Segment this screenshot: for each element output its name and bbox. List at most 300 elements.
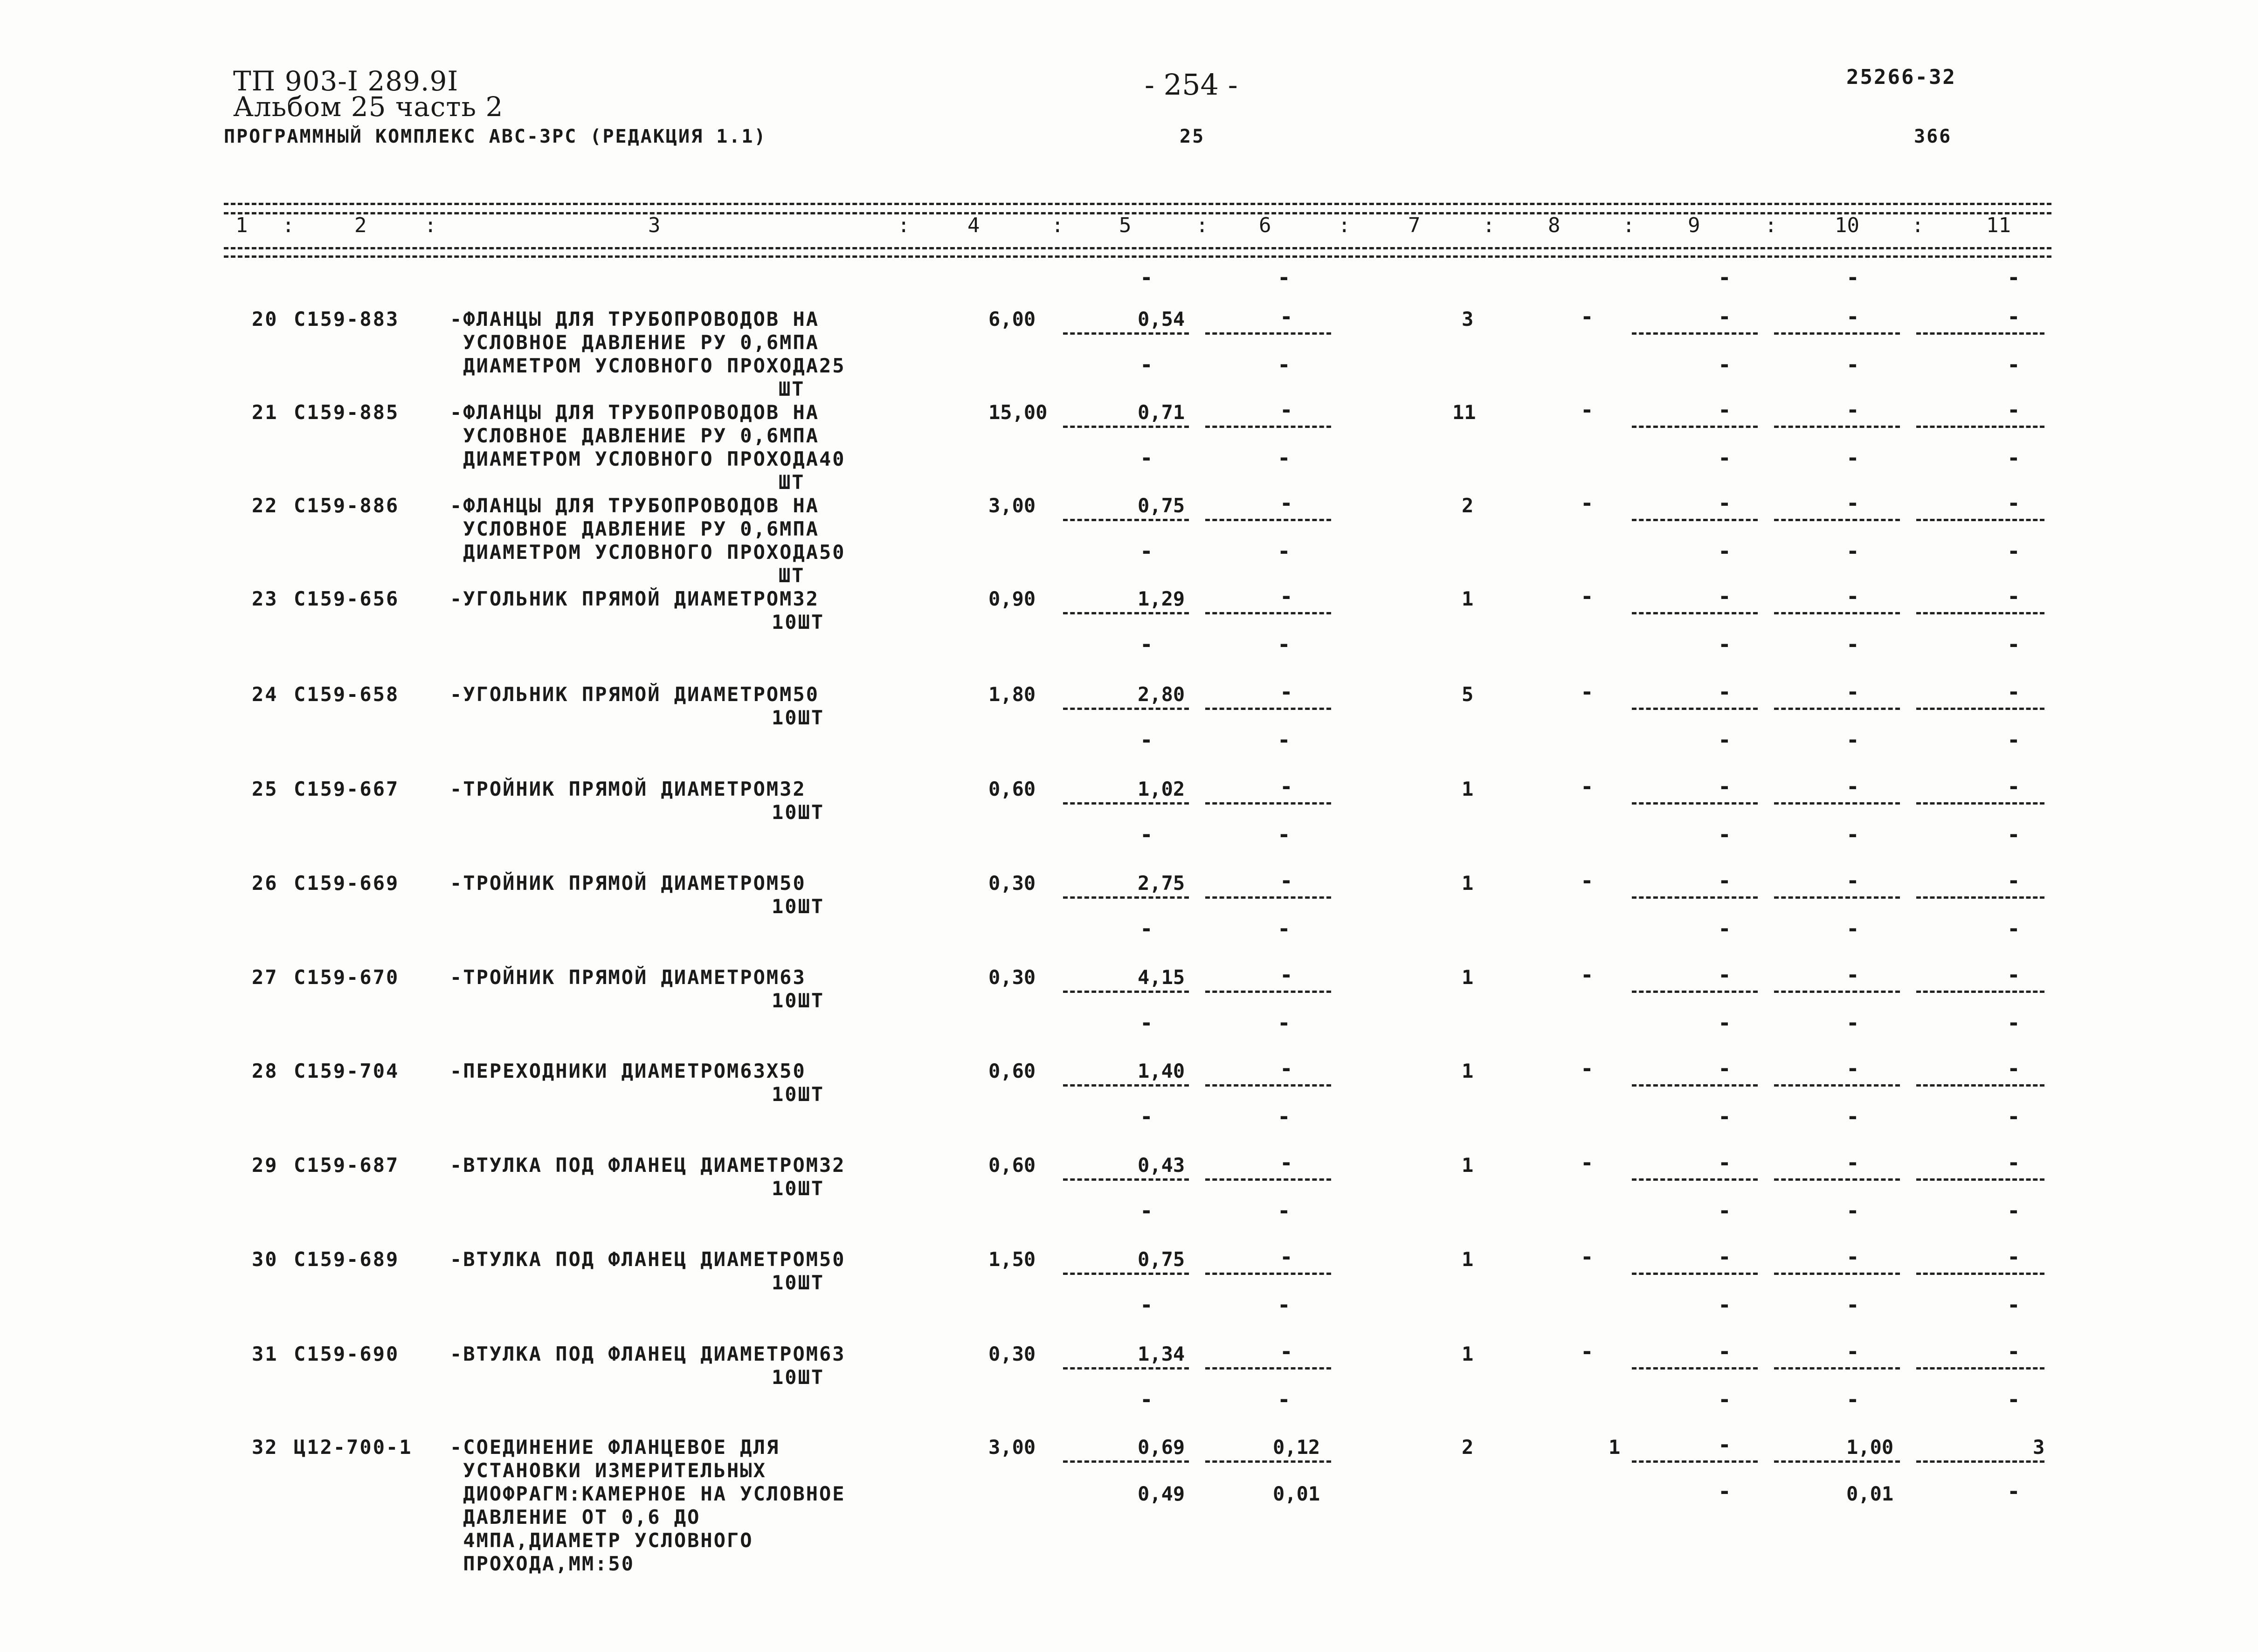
row-col9-dash: -: [1718, 584, 1731, 609]
fraction-rule-col10: [1774, 991, 1900, 993]
row-col5-lower-dash: -: [1140, 538, 1153, 564]
row-col11-lower-dash: -: [2007, 1292, 2020, 1317]
fraction-rule-col5: [1063, 896, 1189, 899]
row-col7-value: 11: [1452, 401, 1476, 424]
program-name: ПРОГРАММНЫЙ КОМПЛЕКС АВС-3РС (РЕДАКЦИЯ 1.1): [224, 126, 767, 147]
column-separator: :: [1196, 213, 1208, 237]
row-col9-lower-dash: -: [1718, 916, 1731, 941]
fraction-rule-col9: [1632, 1460, 1758, 1463]
row-col4-value: 0,30: [988, 966, 1036, 989]
fraction-rule-col10: [1774, 332, 1900, 335]
row-col8-dash: -: [1581, 1244, 1594, 1269]
fraction-rule-col11: [1916, 991, 2044, 993]
fraction-rule-col6: [1205, 519, 1331, 521]
row-col10-lower-dash: -: [1846, 1387, 1859, 1412]
row-col11-lower-dash: -: [2007, 822, 2020, 847]
row-col10-lower-dash: -: [1846, 727, 1859, 752]
row-unit: 10ШТ: [772, 1271, 825, 1294]
header-bottom-rule-2: [224, 255, 2051, 258]
fraction-rule-col10: [1774, 1460, 1900, 1463]
row-col11-lower-dash: -: [2007, 632, 2020, 657]
row-col10-lower-dash: -: [1846, 445, 1859, 470]
row-col11-lower-dash: -: [2007, 727, 2020, 752]
sub-page-number: 25: [1180, 126, 1205, 147]
row-col8-dash: -: [1581, 1056, 1594, 1081]
fraction-rule-col9: [1632, 1178, 1758, 1181]
row-code: С159-690: [294, 1342, 400, 1365]
row-col5-lower-dash: -: [1140, 1010, 1153, 1035]
row-col9-lower-dash: -: [1718, 632, 1731, 657]
fraction-rule-col10: [1774, 1367, 1900, 1370]
row-description: -ВТУЛКА ПОД ФЛАНЕЦ ДИАМЕТРОМ32: [450, 1154, 846, 1177]
row-col11-lower-dash: -: [2007, 445, 2020, 470]
row-col9-dash: -: [1718, 868, 1731, 893]
column-separator: :: [1765, 213, 1777, 237]
column-header-3: 3: [648, 213, 661, 237]
row-col7-value: 1: [1462, 872, 1474, 895]
dash-mark: -: [1277, 265, 1291, 290]
row-col6-lower-dash: -: [1277, 1292, 1291, 1317]
row-description: -ТРОЙНИК ПРЯМОЙ ДИАМЕТРОМ63: [450, 966, 806, 989]
row-col6-dash: -: [1280, 1150, 1293, 1175]
fraction-rule-col11: [1916, 519, 2044, 521]
row-col6-lower-dash: -: [1277, 916, 1291, 941]
row-number: 22: [252, 494, 278, 517]
row-col10-dash: -: [1846, 679, 1859, 704]
row-col11-dash: -: [2007, 962, 2020, 987]
doc-code: ТП 903-I 289.9I: [233, 65, 459, 97]
row-code: Ц12-700-1: [294, 1436, 413, 1459]
row-col5-value: 1,40: [1138, 1060, 1185, 1082]
row-col11-lower-dash: -: [2007, 1387, 2020, 1412]
column-header-4: 4: [967, 213, 980, 237]
row-col7-value: 5: [1462, 683, 1474, 706]
row-col11-dash: -: [2007, 679, 2020, 704]
fraction-rule-col10: [1774, 708, 1900, 710]
row-unit: ШТ: [779, 378, 805, 400]
fraction-rule-col6: [1205, 708, 1331, 710]
row-col9-dash: -: [1718, 679, 1731, 704]
fraction-rule-col10: [1774, 519, 1900, 521]
row-code: С159-885: [294, 401, 400, 424]
fraction-rule-col11: [1916, 612, 2044, 614]
row-col11-lower-dash: -: [2007, 916, 2020, 941]
row-col11-dash: -: [2007, 1244, 2020, 1269]
row-code: С159-656: [294, 587, 400, 610]
row-col7-value: 3: [1462, 308, 1474, 330]
fraction-rule-col9: [1632, 1084, 1758, 1087]
row-col4-value: 0,90: [988, 587, 1036, 610]
row-col8-value: 1: [1609, 1436, 1621, 1459]
fraction-rule-col5: [1063, 1460, 1189, 1463]
row-col9-lower-dash: -: [1718, 1198, 1731, 1223]
row-col6-dash: -: [1280, 490, 1293, 516]
row-description: -СОЕДИНЕНИЕ ФЛАНЦЕВОЕ ДЛЯ УСТАНОВКИ ИЗМЕРИТЕЛЬНЫХ ДИОФРАГМ:КАМЕРНОЕ НА УСЛОВНОЕ ДАВЛЕНИЕ ОТ 0,6 ДО 4МПА,ДИАМЕТР УСЛОВНОГО ПРОХОДА,ММ:50: [450, 1436, 846, 1575]
dash-mark: -: [1718, 265, 1731, 290]
row-col9-lower-dash: -: [1718, 445, 1731, 470]
row-col5-value: 1,29: [1138, 587, 1185, 610]
row-col4-value: 15,00: [988, 401, 1048, 424]
row-col6-lower-value: 0,01: [1273, 1482, 1320, 1505]
row-col8-dash: -: [1581, 679, 1594, 704]
row-col9-dash: -: [1718, 490, 1731, 516]
column-separator: :: [1338, 213, 1351, 237]
fraction-rule-col5: [1063, 1367, 1189, 1370]
fraction-rule-col11: [1916, 426, 2044, 428]
fraction-rule-col11: [1916, 1178, 2044, 1181]
row-col6-value: 0,12: [1273, 1436, 1320, 1459]
row-col7-value: 2: [1462, 1436, 1474, 1459]
row-col6-dash: -: [1280, 868, 1293, 893]
fraction-rule-col9: [1632, 991, 1758, 993]
row-code: С159-667: [294, 778, 400, 800]
row-col9-dash: -: [1718, 962, 1731, 987]
row-number: 27: [252, 966, 278, 989]
row-col9-dash: -: [1718, 1432, 1731, 1457]
row-col6-lower-dash: -: [1277, 822, 1291, 847]
row-col11-dash: -: [2007, 397, 2020, 422]
row-col8-dash: -: [1581, 304, 1594, 329]
fraction-rule-col10: [1774, 1178, 1900, 1181]
row-col7-value: 1: [1462, 587, 1474, 610]
column-separator: :: [424, 213, 437, 237]
fraction-rule-col11: [1916, 1460, 2044, 1463]
sheet-number: 366: [1914, 126, 1952, 147]
row-col9-dash: -: [1718, 774, 1731, 799]
header-top-rule-2: [224, 212, 2051, 214]
row-number: 20: [252, 308, 278, 330]
row-col11-dash: -: [2007, 490, 2020, 516]
row-col8-dash: -: [1581, 962, 1594, 987]
column-header-8: 8: [1548, 213, 1561, 237]
row-unit: 10ШТ: [772, 1083, 825, 1106]
column-separator: :: [898, 213, 910, 237]
header-top-rule: [224, 203, 2051, 205]
row-col10-dash: -: [1846, 1150, 1859, 1175]
fraction-rule-col11: [1916, 1084, 2044, 1087]
fraction-rule-col9: [1632, 708, 1758, 710]
fraction-rule-col10: [1774, 896, 1900, 899]
row-col4-value: 0,60: [988, 778, 1036, 800]
row-col6-dash: -: [1280, 584, 1293, 609]
fraction-rule-col5: [1063, 802, 1189, 805]
fraction-rule-col9: [1632, 332, 1758, 335]
row-col5-value: 0,71: [1138, 401, 1185, 424]
row-col5-lower-dash: -: [1140, 1104, 1153, 1129]
row-col4-value: 1,80: [988, 683, 1036, 706]
column-header-1: 1: [235, 213, 248, 237]
row-col4-value: 0,30: [988, 872, 1036, 895]
row-number: 29: [252, 1154, 278, 1177]
fraction-rule-col5: [1063, 1084, 1189, 1087]
row-col10-dash: -: [1846, 1244, 1859, 1269]
row-col8-dash: -: [1581, 1339, 1594, 1364]
fraction-rule-col10: [1774, 612, 1900, 614]
fraction-rule-col9: [1632, 1273, 1758, 1275]
row-col6-lower-dash: -: [1277, 445, 1291, 470]
row-col10-lower-dash: -: [1846, 538, 1859, 564]
row-number: 28: [252, 1060, 278, 1082]
fraction-rule-col9: [1632, 896, 1758, 899]
fraction-rule-col11: [1916, 708, 2044, 710]
row-col10-dash: -: [1846, 868, 1859, 893]
row-description: -ПЕРЕХОДНИКИ ДИАМЕТРОМ63Х50: [450, 1060, 806, 1082]
row-col10-dash: -: [1846, 397, 1859, 422]
column-header-5: 5: [1119, 213, 1132, 237]
registration-stamp: 25266-32: [1846, 65, 1956, 89]
row-col5-lower-dash: -: [1140, 352, 1153, 377]
row-unit: 10ШТ: [772, 801, 825, 824]
row-unit: 10ШТ: [772, 706, 825, 729]
row-unit: 10ШТ: [772, 1177, 825, 1200]
column-header-6: 6: [1259, 213, 1271, 237]
row-col5-value: 4,15: [1138, 966, 1185, 989]
row-col10-dash: -: [1846, 584, 1859, 609]
row-col7-value: 1: [1462, 778, 1474, 800]
row-col9-lower-dash: -: [1718, 1479, 1731, 1504]
column-separator: :: [282, 213, 295, 237]
row-col5-value: 1,34: [1138, 1342, 1185, 1365]
row-col10-lower-dash: -: [1846, 1292, 1859, 1317]
row-col6-lower-dash: -: [1277, 538, 1291, 564]
row-col9-lower-dash: -: [1718, 1104, 1731, 1129]
row-col9-lower-dash: -: [1718, 1010, 1731, 1035]
fraction-rule-col11: [1916, 896, 2044, 899]
dash-mark: -: [1140, 265, 1153, 290]
row-description: -ТРОЙНИК ПРЯМОЙ ДИАМЕТРОМ50: [450, 872, 806, 895]
row-col9-lower-dash: -: [1718, 1292, 1731, 1317]
row-col9-dash: -: [1718, 1150, 1731, 1175]
row-col10-lower-value: 0,01: [1846, 1482, 1894, 1505]
column-header-2: 2: [354, 213, 367, 237]
fraction-rule-col9: [1632, 1367, 1758, 1370]
row-col7-value: 1: [1462, 1248, 1474, 1271]
row-number: 26: [252, 872, 278, 895]
row-description: -ВТУЛКА ПОД ФЛАНЕЦ ДИАМЕТРОМ50: [450, 1248, 846, 1271]
fraction-rule-col6: [1205, 802, 1331, 805]
row-number: 30: [252, 1248, 278, 1271]
row-code: С159-689: [294, 1248, 400, 1271]
row-col8-dash: -: [1581, 490, 1594, 516]
row-col5-lower-dash: -: [1140, 727, 1153, 752]
row-col10-dash: -: [1846, 1339, 1859, 1364]
row-col9-dash: -: [1718, 304, 1731, 329]
fraction-rule-col6: [1205, 1084, 1331, 1087]
row-col9-dash: -: [1718, 1056, 1731, 1081]
column-separator: :: [1051, 213, 1064, 237]
row-description: -ВТУЛКА ПОД ФЛАНЕЦ ДИАМЕТРОМ63: [450, 1342, 846, 1365]
row-col6-dash: -: [1280, 1056, 1293, 1081]
row-description: -УГОЛЬНИК ПРЯМОЙ ДИАМЕТРОМ32: [450, 587, 820, 610]
row-col11-dash: -: [2007, 584, 2020, 609]
row-code: С159-704: [294, 1060, 400, 1082]
row-number: 21: [252, 401, 278, 424]
page-number: - 254 -: [1145, 68, 1238, 102]
row-col6-dash: -: [1280, 1244, 1293, 1269]
row-col5-value: 1,02: [1138, 778, 1185, 800]
row-col11-dash: -: [2007, 304, 2020, 329]
row-col11-dash: -: [2007, 1339, 2020, 1364]
fraction-rule-col11: [1916, 802, 2044, 805]
row-col9-lower-dash: -: [1718, 822, 1731, 847]
row-col11-value: 3: [2033, 1436, 2045, 1459]
row-col6-lower-dash: -: [1277, 1010, 1291, 1035]
row-col10-lower-dash: -: [1846, 1010, 1859, 1035]
row-col4-value: 3,00: [988, 1436, 1036, 1459]
row-col5-lower-dash: -: [1140, 1387, 1153, 1412]
column-separator: :: [1623, 213, 1635, 237]
row-code: С159-669: [294, 872, 400, 895]
column-header-9: 9: [1688, 213, 1700, 237]
row-col9-lower-dash: -: [1718, 1387, 1731, 1412]
row-code: С159-670: [294, 966, 400, 989]
row-col4-value: 6,00: [988, 308, 1036, 330]
fraction-rule-col9: [1632, 426, 1758, 428]
row-col5-value: 2,80: [1138, 683, 1185, 706]
row-col8-dash: -: [1581, 868, 1594, 893]
row-col11-lower-dash: -: [2007, 538, 2020, 564]
row-number: 31: [252, 1342, 278, 1365]
row-col10-lower-dash: -: [1846, 822, 1859, 847]
row-col11-lower-dash: -: [2007, 1198, 2020, 1223]
row-col5-lower-dash: -: [1140, 1198, 1153, 1223]
row-description: -ТРОЙНИК ПРЯМОЙ ДИАМЕТРОМ32: [450, 778, 806, 800]
fraction-rule-col6: [1205, 612, 1331, 614]
album-label: Альбом 25 часть 2: [233, 91, 504, 123]
row-col10-dash: -: [1846, 1056, 1859, 1081]
fraction-rule-col5: [1063, 1273, 1189, 1275]
row-col10-value: 1,00: [1846, 1436, 1894, 1459]
row-col5-lower-dash: -: [1140, 632, 1153, 657]
row-col11-lower-dash: -: [2007, 1479, 2020, 1504]
fraction-rule-col5: [1063, 991, 1189, 993]
fraction-rule-col5: [1063, 708, 1189, 710]
dash-mark: -: [2007, 265, 2020, 290]
row-col6-lower-dash: -: [1277, 1198, 1291, 1223]
row-col9-dash: -: [1718, 397, 1731, 422]
fraction-rule-col9: [1632, 612, 1758, 614]
fraction-rule-col5: [1063, 612, 1189, 614]
row-col10-dash: -: [1846, 774, 1859, 799]
row-col8-dash: -: [1581, 774, 1594, 799]
row-col4-value: 0,60: [988, 1060, 1036, 1082]
row-unit: 10ШТ: [772, 895, 825, 918]
row-col6-lower-dash: -: [1277, 1104, 1291, 1129]
fraction-rule-col5: [1063, 426, 1189, 428]
row-col11-lower-dash: -: [2007, 1104, 2020, 1129]
row-unit: ШТ: [779, 471, 805, 494]
row-code: С159-883: [294, 308, 400, 330]
row-col11-lower-dash: -: [2007, 1010, 2020, 1035]
fraction-rule-col11: [1916, 1273, 2044, 1275]
fraction-rule-col9: [1632, 519, 1758, 521]
fraction-rule-col6: [1205, 332, 1331, 335]
fraction-rule-col11: [1916, 332, 2044, 335]
fraction-rule-col5: [1063, 1178, 1189, 1181]
fraction-rule-col9: [1632, 802, 1758, 805]
row-col11-lower-dash: -: [2007, 352, 2020, 377]
fraction-rule-col6: [1205, 1178, 1331, 1181]
row-code: С159-687: [294, 1154, 400, 1177]
row-col6-dash: -: [1280, 679, 1293, 704]
row-col5-lower-dash: -: [1140, 445, 1153, 470]
row-number: 25: [252, 778, 278, 800]
row-col9-lower-dash: -: [1718, 352, 1731, 377]
row-col8-dash: -: [1581, 584, 1594, 609]
row-col9-lower-dash: -: [1718, 727, 1731, 752]
row-col4-value: 0,30: [988, 1342, 1036, 1365]
row-col5-lower-dash: -: [1140, 916, 1153, 941]
row-col5-value: 0,54: [1138, 308, 1185, 330]
row-col6-dash: -: [1280, 962, 1293, 987]
row-col10-dash: -: [1846, 304, 1859, 329]
row-col5-value: 0,75: [1138, 494, 1185, 517]
row-col6-lower-dash: -: [1277, 1387, 1291, 1412]
row-number: 32: [252, 1436, 278, 1459]
row-unit: 10ШТ: [772, 1366, 825, 1389]
row-unit: ШТ: [779, 564, 805, 587]
row-description: -ФЛАНЦЫ ДЛЯ ТРУБОПРОВОДОВ НА УСЛОВНОЕ ДАВЛЕНИЕ РУ 0,6МПА ДИАМЕТРОМ УСЛОВНОГО ПРОХОДА40: [450, 401, 846, 470]
row-col4-value: 3,00: [988, 494, 1036, 517]
row-code: С159-886: [294, 494, 400, 517]
row-col7-value: 1: [1462, 1060, 1474, 1082]
row-code: С159-658: [294, 683, 400, 706]
fraction-rule-col10: [1774, 802, 1900, 805]
row-col10-lower-dash: -: [1846, 352, 1859, 377]
row-col11-dash: -: [2007, 868, 2020, 893]
row-col11-dash: -: [2007, 1150, 2020, 1175]
row-col5-value: 0,75: [1138, 1248, 1185, 1271]
row-col10-dash: -: [1846, 490, 1859, 516]
row-col5-lower-value: 0,49: [1138, 1482, 1185, 1505]
row-unit: 10ШТ: [772, 989, 825, 1012]
row-col5-lower-dash: -: [1140, 1292, 1153, 1317]
row-col6-dash: -: [1280, 304, 1293, 329]
fraction-rule-col6: [1205, 426, 1331, 428]
fraction-rule-col6: [1205, 896, 1331, 899]
row-col5-value: 0,69: [1138, 1436, 1185, 1459]
row-col7-value: 1: [1462, 1154, 1474, 1177]
row-col7-value: 1: [1462, 966, 1474, 989]
row-col6-lower-dash: -: [1277, 727, 1291, 752]
row-description: -ФЛАНЦЫ ДЛЯ ТРУБОПРОВОДОВ НА УСЛОВНОЕ ДАВЛЕНИЕ РУ 0,6МПА ДИАМЕТРОМ УСЛОВНОГО ПРОХОДА25: [450, 308, 846, 377]
row-col9-dash: -: [1718, 1339, 1731, 1364]
row-col6-dash: -: [1280, 1339, 1293, 1364]
fraction-rule-col10: [1774, 1273, 1900, 1275]
row-col6-dash: -: [1280, 397, 1293, 422]
fraction-rule-col6: [1205, 1273, 1331, 1275]
row-col6-dash: -: [1280, 774, 1293, 799]
row-number: 23: [252, 587, 278, 610]
row-description: -ФЛАНЦЫ ДЛЯ ТРУБОПРОВОДОВ НА УСЛОВНОЕ ДАВЛЕНИЕ РУ 0,6МПА ДИАМЕТРОМ УСЛОВНОГО ПРОХОДА50: [450, 494, 846, 564]
row-col8-dash: -: [1581, 397, 1594, 422]
row-col4-value: 1,50: [988, 1248, 1036, 1271]
column-separator: :: [1483, 213, 1495, 237]
column-header-11: 11: [1986, 213, 2011, 237]
row-col5-lower-dash: -: [1140, 822, 1153, 847]
row-col10-lower-dash: -: [1846, 1104, 1859, 1129]
row-unit: 10ШТ: [772, 611, 825, 633]
row-col11-dash: -: [2007, 1056, 2020, 1081]
row-col6-lower-dash: -: [1277, 352, 1291, 377]
row-description: -УГОЛЬНИК ПРЯМОЙ ДИАМЕТРОМ50: [450, 683, 820, 706]
row-col10-dash: -: [1846, 962, 1859, 987]
row-col7-value: 1: [1462, 1342, 1474, 1365]
column-header-7: 7: [1408, 213, 1421, 237]
row-col9-lower-dash: -: [1718, 538, 1731, 564]
row-col10-lower-dash: -: [1846, 1198, 1859, 1223]
row-col5-value: 2,75: [1138, 872, 1185, 895]
